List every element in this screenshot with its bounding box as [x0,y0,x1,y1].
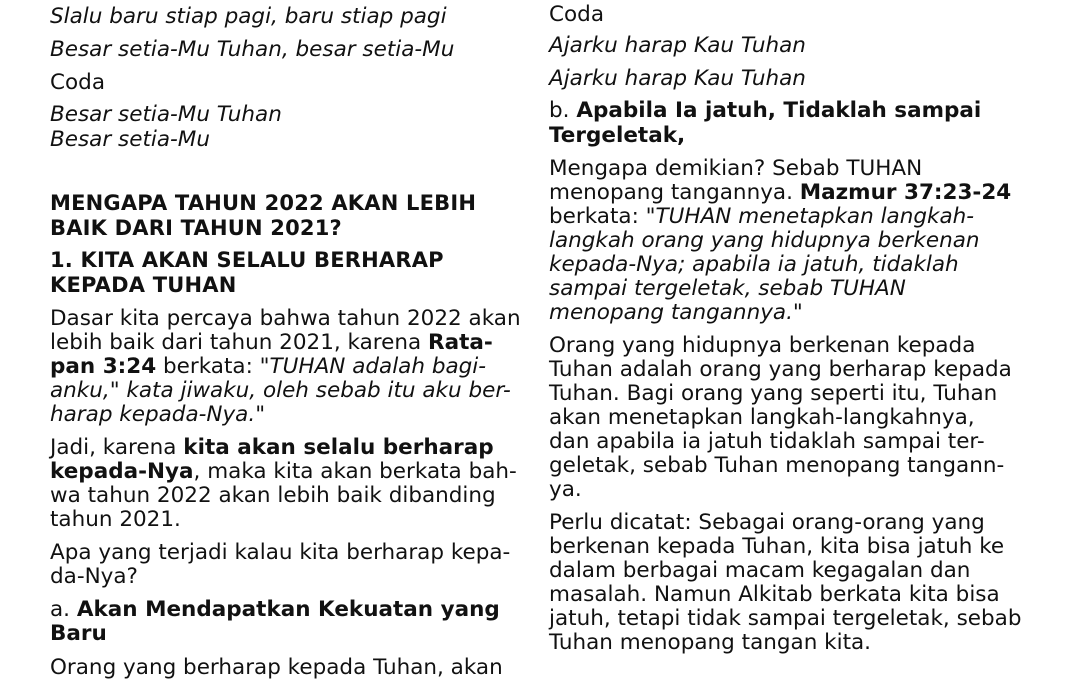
text-line: akan menetapkan langkah-langkahnya, [549,405,975,430]
paragraph-note [549,511,1029,655]
text-line [549,98,1029,123]
left-column [50,4,530,680]
text-line: Tuhan adalah orang yang berharap kepada [549,357,1012,382]
text-line [50,460,530,484]
text-line: jatuh, tetapi tidak sampai tergeletak, sebab [549,606,1022,631]
list-marker: a. [50,597,77,622]
text-line: Orang yang hidupnya berkenan kepada [549,333,976,358]
text-line [50,436,530,460]
heading-line: BAIK DARI TAHUN 2021? [50,216,342,240]
text-line: geletak, sebab Tuhan menopang tangann- [549,453,1005,478]
main-heading [50,191,530,241]
coda-lyrics [549,33,1029,91]
list-marker: b. [549,98,577,123]
text-span: menopang tangannya. [549,180,800,205]
subheading-b [549,98,1029,148]
text-line: ya. [549,477,582,502]
text-span: berkata: [549,204,646,229]
lyric-line: Besar setia-Mu Tuhan [50,102,282,127]
paragraph-explanation [549,157,1029,325]
lyric-line: Ajarku harap Kau Tuhan [549,66,806,91]
subheading-a [50,598,530,646]
paragraph-meaning [549,334,1029,502]
lyric-line: Besar setia-Mu Tuhan, besar setia-Mu [50,37,455,62]
text-span: , maka kita akan berkata bah- [193,459,517,484]
text-line [549,205,1029,229]
text-line: tahun 2021. [50,507,181,532]
paragraph-conclusion [50,436,530,532]
text-line [549,181,1029,205]
scripture-quote: sampai tergeletak, sebab TUHAN [549,276,906,301]
scripture-ref: Mazmur 37:23-24 [799,180,1012,205]
heading-line: 1. KITA AKAN SELALU BERHARAP [50,248,444,272]
coda-label: Coda [50,70,105,95]
text-line: Tuhan. Bagi orang yang seperti itu, Tuhan [549,381,998,406]
scripture-quote: "TUHAN adalah bagi- [259,354,487,379]
text-line: Mengapa demikian? Sebab TUHAN [549,156,923,181]
text-span: Jadi, karena [50,435,184,460]
text-span: lebih baik dari tahun 2021, karena [50,330,429,355]
emphasis-text: kepada-Nya [50,459,194,484]
text-line: berkenan kepada Tuhan, kita bisa jatuh ke [549,534,1005,559]
subheading-text: Tergeletak, [549,123,686,148]
coda-label: Coda [549,2,604,27]
point-1-heading [50,248,530,298]
text-line [50,331,530,355]
scripture-quote: anku," kata jiwaku, oleh sebab itu aku ber- [50,378,511,403]
text-line: Apa yang terjadi kalau kita berharap kepa- [50,540,511,565]
text-line: Perlu dicatat: Sebagai orang-orang yang [549,510,985,535]
scripture-quote: "TUHAN menetapkan langkah- [645,204,975,229]
scripture-ref: Rata- [428,330,493,355]
text-line: dan apabila ia jatuh tidaklah sampai ter- [549,429,985,454]
heading-line: KEPADA TUHAN [50,273,237,297]
scripture-ref: pan 3:24 [50,354,157,379]
heading-line: MENGAPA TAHUN 2022 AKAN LEBIH [50,191,477,215]
text-span: berkata: [156,354,260,379]
lyric-line: Slalu baru stiap pagi, baru stiap pagi [50,4,447,29]
lyric-line: Ajarku harap Kau Tuhan [549,33,806,58]
scripture-quote: menopang tangannya." [549,300,803,325]
scripture-quote: kepada-Nya; apabila ia jatuh, tidaklah [549,252,959,277]
scripture-quote: harap kepada-Nya." [50,402,266,427]
paragraph-question [50,541,530,589]
text-line: da-Nya? [50,564,138,589]
lyric-verse [50,4,530,62]
text-line: dalam berbagai macam kegagalan dan [549,558,971,583]
text-line [50,598,530,622]
emphasis-text: kita akan selalu berharap [183,435,494,460]
text-line: wa tahun 2022 akan lebih baik dibanding [50,483,496,508]
text-line: Tuhan menopang tangan kita. [549,630,872,655]
scripture-quote: langkah orang yang hidupnya berkenan [549,228,980,253]
subheading-text: Apabila Ia jatuh, Tidaklah sampai [576,98,982,123]
paragraph-rationale [50,307,530,427]
cut-off-line: Orang yang berharap kepada Tuhan, akan [50,655,503,680]
text-line [50,355,530,379]
coda-lyrics [50,102,530,152]
lyric-line: Besar setia-Mu [50,127,210,152]
right-column [549,2,1029,655]
text-line: Dasar kita percaya bahwa tahun 2022 akan [50,306,521,331]
subheading-text: Baru [50,621,107,646]
text-line: masalah. Namun Alkitab berkata kita bisa [549,582,1000,607]
subheading-text: Akan Mendapatkan Kekuatan yang [76,597,500,622]
